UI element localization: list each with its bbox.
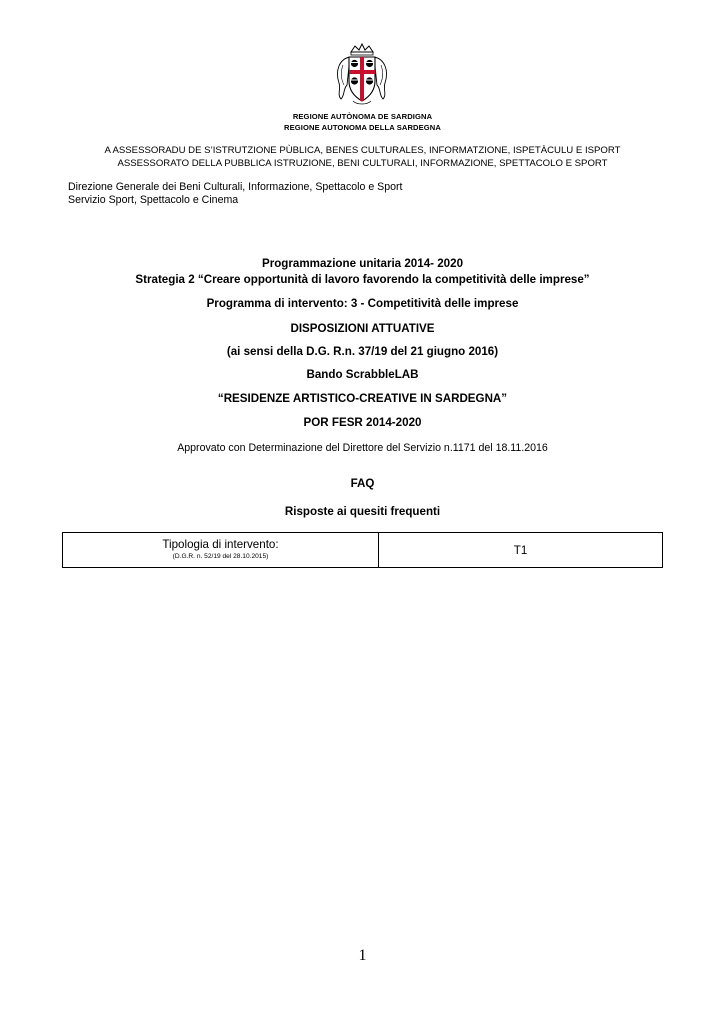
region-name-italian: REGIONE AUTONOMA DELLA SARDEGNA (284, 123, 441, 132)
programma-title: Programma di intervento: 3 - Competitività delle imprese (206, 297, 519, 310)
title-block (0, 256, 725, 288)
bando-title: Bando ScrabbleLAB (306, 368, 419, 381)
ai-sensi-title: (ai sensi della D.G. R.n. 37/19 del 21 giugno 2016) (226, 345, 499, 358)
assessorato-sardinian: A ASSESSORADU DE S’ISTRUTZIONE PÙBLICA, BENES CULTURALES, INFORMATZIONE, ISPETÀCULU E ISPORT (104, 145, 621, 156)
tipologia-table (62, 532, 663, 568)
direzione-block (68, 181, 402, 207)
sardinia-coat-of-arms-icon (331, 43, 393, 107)
table-row (63, 533, 663, 568)
region-names (0, 111, 725, 133)
tipologia-label-cell (63, 533, 379, 568)
faq-subheading: Risposte ai quesiti frequenti (284, 505, 441, 518)
approvato-text: Approvato con Determinazione del Direttore del Servizio n.1171 del 18.11.2016 (177, 442, 548, 454)
servizio-line: Servizio Sport, Spettacolo e Cinema (68, 194, 239, 206)
strategia-title: Strategia 2 “Creare opportunità di lavoro favorendo la competitività delle imprese” (135, 273, 590, 286)
tipologia-value: T1 (379, 533, 663, 568)
tipologia-sublabel: (D.G.R. n. 52/19 del 28.10.2015) (172, 553, 269, 560)
disposizioni-title: DISPOSIZIONI ATTUATIVE (290, 322, 435, 335)
page-number: 1 (358, 947, 367, 964)
programmazione-title: Programmazione unitaria 2014- 2020 (261, 257, 464, 270)
por-title: POR FESR 2014-2020 (303, 416, 422, 429)
faq-heading: FAQ (350, 477, 375, 490)
assessorato-italian: ASSESSORATO DELLA PUBBLICA ISTRUZIONE, BENI CULTURALI, INFORMAZIONE, SPETTACOLO E SPORT (117, 157, 608, 169)
region-name-sardinian: REGIONE AUTÒNOMA DE SARDIGNA (292, 112, 433, 121)
direzione-line: Direzione Generale dei Beni Culturali, Informazione, Spettacolo e Sport (68, 181, 403, 193)
assessorato-header (0, 145, 725, 170)
tipologia-label: Tipologia di intervento: (162, 538, 279, 551)
residenze-title: “RESIDENZE ARTISTICO-CREATIVE IN SARDEGNA” (217, 392, 508, 405)
